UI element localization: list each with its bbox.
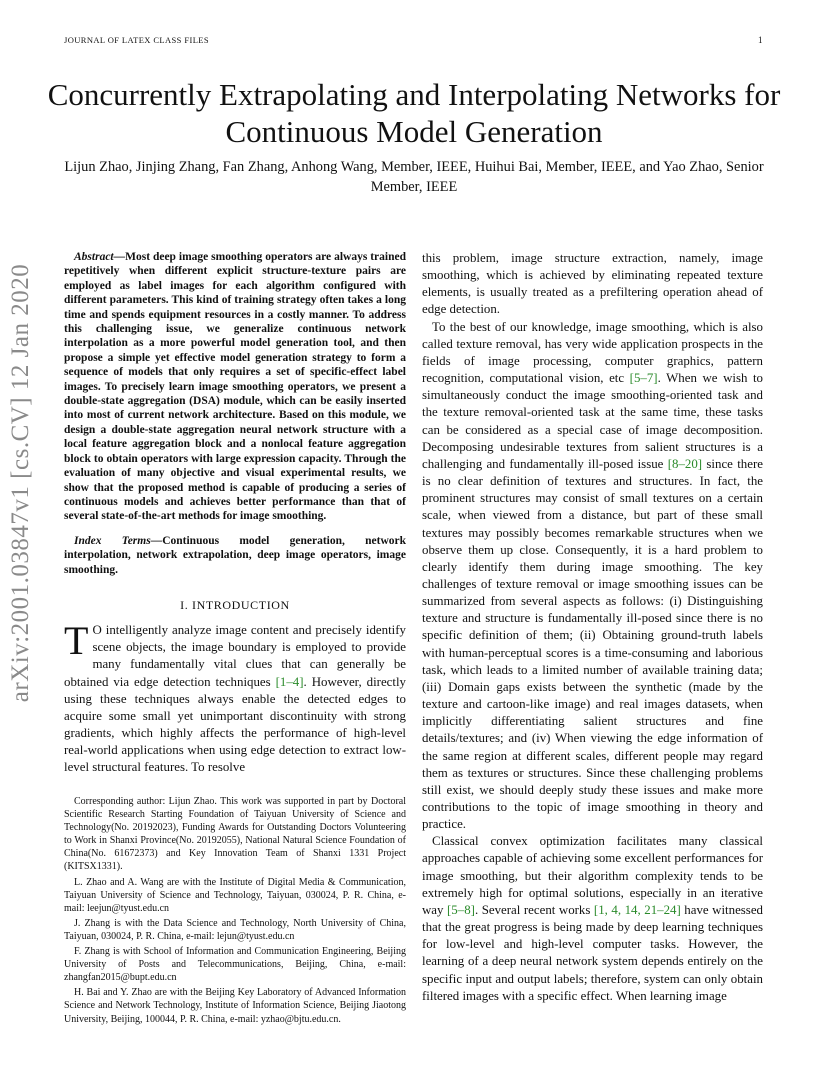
arxiv-stamp[interactable]: arXiv:2001.03847v1 [cs.CV] 12 Jan 2020	[7, 263, 34, 703]
citation-link[interactable]: [8–20]	[667, 456, 703, 471]
intro-text-a: O intelligently analyze image content and precisely identify scene objects, the image boundary is employed to provide many fundamentally vital clues that can generally be obtained via edge detection techniques	[64, 623, 406, 689]
footnote: Corresponding author: Lijun Zhao. This work was supported in part by Doctoral Scientific Research Starting Foundation of Taiyuan University of Science and Technology(No. 20192023), Funding Awards for Outstanding Doctors Volunteering to Work in Shanxi Province(No. 20192055), National Natural Science Foundation of China(No. 61672373) and Key Innovation Team of Shanxi 1331 Project (KITSX1331).	[64, 796, 406, 873]
index-terms-text: Continuous model generation, network interpolation, network extrapolation, deep image operators, image smoothing.	[64, 534, 406, 576]
arxiv-sidebar	[0, 0, 42, 1072]
paragraph-text: . When we wish to simultaneously conduct the image smoothing-oriented task and the texture removal-oriented task at the same time, these tasks can be considered as a special case of image decomposition. Decomposing undesirable textures from salient structures is a challenging and fundamentally ill-posed issue	[422, 371, 763, 471]
abstract-label: Abstract—	[74, 251, 126, 263]
abstract-text: Most deep image smoothing operators are always trained repetitively when different explicit structure-texture pairs are employed as label images for each algorithm configured with different parameters. This kind of training strategy often takes a long time and spends equipment resources in a costly manner. To address this challenging issue, we generalize continuous network interpolation as a more powerful model generation tool, and then propose a simple yet effective model generation strategy to form a sequence of models that only requires a set of specific-effect label images. To precisely learn image smoothing operators, we present a double-state aggregation (DSA) module, which can be easily inserted into most of current network architecture. Based on this module, we design a double-state aggregation neural network structure with a local feature aggregation block and a nonlocal feature aggregation block to obtain operators with large expression capacity. Through the evaluation of many objective and visual experimental results, we show that the proposed method is capable of producing a series of continuous models and achieves better performance than that of several state-of-the-art methods for image smoothing.	[64, 251, 406, 523]
index-terms	[64, 534, 406, 577]
paragraph-text: have witnessed that the great progress is being made by deep learning techniques for low-level and high-level computer tasks. However, the learning of a deep neural network system depends entirely on the specific input and output labels; therefore, system can only obtain filtered images with a specific effect. When learning image	[422, 902, 763, 1003]
right-paragraph-3	[422, 833, 763, 1005]
right-paragraph-2	[422, 319, 763, 834]
drop-cap: T	[64, 618, 89, 664]
running-header: JOURNAL OF LATEX CLASS FILES	[64, 35, 210, 45]
footnote: H. Bai and Y. Zhao are with the Beijing Key Laboratory of Advanced Information Science and Network Technology, Institute of Information Science, Beijing Jiaotong University, Beijing, 100044, P. R. China, e-mail: yzhao@bjtu.edu.cn.	[64, 987, 406, 1025]
left-column	[64, 250, 406, 777]
footnote: J. Zhang is with the Data Science and Technology, North University of China, Taiyuan, 030024, P. R. China, e-mail: lejun@tyust.edu.cn	[64, 917, 406, 942]
right-column	[422, 250, 763, 1005]
citation-link[interactable]: [1–4]	[275, 674, 304, 689]
footnote: L. Zhao and A. Wang are with the Institute of Digital Media & Communication, Taiyuan University of Science and Technology, Taiyuan, 030024, P. R. China, e-mail: leejun@tyust.edu.cn	[64, 876, 406, 914]
page-number: 1	[758, 35, 763, 45]
footnotes	[64, 795, 406, 1028]
citation-link[interactable]: [5–8]	[447, 902, 475, 917]
citation-link[interactable]: [5–7]	[629, 371, 658, 386]
citation-link[interactable]: [1, 4, 14, 21–24]	[593, 902, 681, 917]
section-heading-introduction: I. INTRODUCTION	[180, 597, 290, 612]
index-terms-label: Index Terms—	[74, 534, 163, 547]
abstract	[64, 250, 406, 524]
right-paragraph-1: this problem, image structure extraction, namely, image smoothing, which is achieved by eliminating repeated texture elements, is usually treated as a prefiltering operation ahead of edge detection.	[422, 251, 763, 317]
paragraph-text: . Several recent works	[474, 902, 594, 917]
paragraph-text: Classical convex optimization facilitates many classical approaches capable of achieving some excellent performances for image smoothing, but their algorithm complexity tends to be extremely high for optimal solutions, especially in an iterative way	[422, 834, 763, 917]
footnote: F. Zhang is with School of Information and Communication Engineering, Beijing University of Posts and Telecommunications, Beijing, China, e-mail: zhangfan2015@bupt.edu.cn	[64, 946, 406, 984]
paragraph-text: since there is no clear definition of textures and structures. In fact, the prominent structures may consist of small textures on a certain scale, when viewed from a distance, but part of these small textures may possibly becomes remarkable structures when we observe them up close. Consequently, it is a hard problem to clearly identify them during image smoothing. The key challenges of texture removal or image smoothing issues can be summarized from several aspects as follows: (i) Distinguishing texture and structure is fundamentally ill-posed since there is no specific definition of them; (ii) Obtaining ground-truth labels with human-perceptual scores is a time-consuming and laborious task, which leads to a limited number of available training data; (iii) Domain gaps exists between the synthetic (made by the texture and cartoon-like image) and real images datasets, when implicitly differentiating salient structures and fine details/textures; and (iv) When viewing the edge information of the same region at different scales, different people may regard them as textures or structures. Since these challenging problems still exist, we should deeply study these issues and make more contributions to the topic of image smoothing in theory and practice.	[422, 456, 763, 832]
author-list: Lijun Zhao, Jinjing Zhang, Fan Zhang, Anhong Wang, Member, IEEE, Huihui Bai, Member, IEEE, and Yao Zhao, Senior Member, IEEE	[64, 159, 764, 195]
paragraph-text: To the best of our knowledge, image smoothing, which is also called texture removal, has very wide application prospects in the fields of image processing, computer graphics, pattern recognition, computational vision, etc	[422, 319, 763, 386]
paper-title: Concurrently Extrapolating and Interpolating Networks for Continuous Model Generation	[47, 77, 781, 149]
intro-paragraph-1	[64, 618, 407, 776]
intro-text-b: . However, directly using these techniques always enable the detected edges to acquire some small yet unimportant discontinuity with strong gradients, which highly affects the performance of high-level real-world applications when using edge detection to extract low-level structural features. To resolve	[64, 674, 407, 775]
